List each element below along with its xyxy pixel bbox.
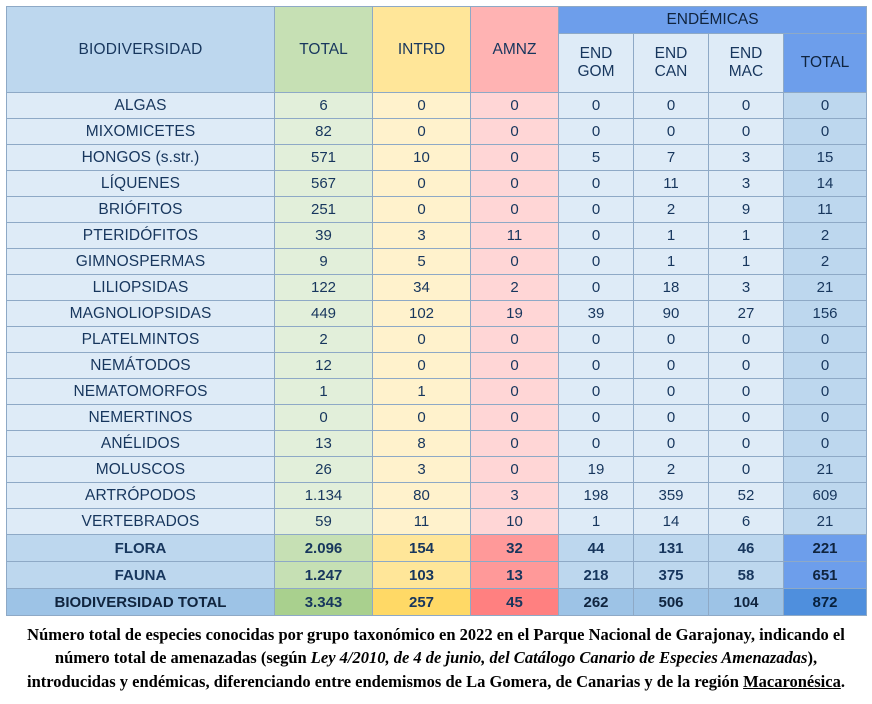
- cell-amnz: 0: [471, 197, 559, 223]
- summary-intrd: 103: [373, 562, 471, 589]
- cell-total: 26: [275, 457, 373, 483]
- summary-end-total: 221: [784, 535, 867, 562]
- cell-intrd: 1: [373, 379, 471, 405]
- summary-end-mac: 58: [709, 562, 784, 589]
- row-label: ARTRÓPODOS: [7, 483, 275, 509]
- header-endemicas-group: ENDÉMICAS: [559, 7, 867, 34]
- cell-end-can: 7: [634, 145, 709, 171]
- cell-end-total: 156: [784, 301, 867, 327]
- summary-total: 2.096: [275, 535, 373, 562]
- header-end-can-line2: CAN: [654, 63, 688, 80]
- cell-intrd: 102: [373, 301, 471, 327]
- table-row: [7, 249, 867, 275]
- cell-intrd: 3: [373, 457, 471, 483]
- header-end-total: TOTAL: [784, 34, 867, 93]
- cell-intrd: 5: [373, 249, 471, 275]
- header-biodiversidad: BIODIVERSIDAD: [7, 7, 275, 93]
- cell-end-gom: 0: [559, 197, 634, 223]
- row-label: ANÉLIDOS: [7, 431, 275, 457]
- row-label: NEMERTINOS: [7, 405, 275, 431]
- cell-end-gom: 0: [559, 275, 634, 301]
- cell-end-gom: 0: [559, 431, 634, 457]
- cell-intrd: 0: [373, 353, 471, 379]
- cell-total: 59: [275, 509, 373, 535]
- cell-end-gom: 0: [559, 379, 634, 405]
- cell-intrd: 0: [373, 405, 471, 431]
- cell-end-total: 0: [784, 431, 867, 457]
- row-label: BRIÓFITOS: [7, 197, 275, 223]
- cell-end-total: 609: [784, 483, 867, 509]
- table-row: [7, 119, 867, 145]
- row-label: MAGNOLIOPSIDAS: [7, 301, 275, 327]
- caption-part3: .: [840, 671, 845, 691]
- table-row: [7, 509, 867, 535]
- row-label: ALGAS: [7, 93, 275, 119]
- cell-intrd: 11: [373, 509, 471, 535]
- caption-part2: ), introducidas y endémicas, diferenciando entre endemismos de La Gomera, de Canarias y de la región: [27, 648, 818, 691]
- cell-intrd: 0: [373, 119, 471, 145]
- cell-end-total: 21: [784, 509, 867, 535]
- cell-amnz: 0: [471, 93, 559, 119]
- cell-end-can: 11: [634, 171, 709, 197]
- row-label: NEMATOMORFOS: [7, 379, 275, 405]
- cell-intrd: 0: [373, 93, 471, 119]
- header-end-can: [634, 34, 709, 93]
- table-body: [7, 93, 867, 616]
- cell-end-total: 0: [784, 93, 867, 119]
- cell-end-mac: 0: [709, 431, 784, 457]
- cell-amnz: 0: [471, 405, 559, 431]
- row-label: PLATELMINTOS: [7, 327, 275, 353]
- header-end-can-line1: END: [654, 45, 688, 63]
- cell-total: 1: [275, 379, 373, 405]
- cell-total: 0: [275, 405, 373, 431]
- row-label: VERTEBRADOS: [7, 509, 275, 535]
- cell-end-gom: 0: [559, 119, 634, 145]
- cell-amnz: 0: [471, 327, 559, 353]
- cell-total: 571: [275, 145, 373, 171]
- cell-amnz: 0: [471, 457, 559, 483]
- cell-total: 1.134: [275, 483, 373, 509]
- cell-intrd: 3: [373, 223, 471, 249]
- cell-amnz: 11: [471, 223, 559, 249]
- summary-total: 1.247: [275, 562, 373, 589]
- table-caption: [13, 623, 859, 693]
- header-end-mac-line2: MAC: [728, 63, 764, 80]
- table-row: [7, 327, 867, 353]
- table-row: [7, 197, 867, 223]
- grand-total-end-gom: 262: [559, 589, 634, 616]
- cell-end-gom: 0: [559, 353, 634, 379]
- row-label: GIMNOSPERMAS: [7, 249, 275, 275]
- table-row: [7, 353, 867, 379]
- cell-intrd: 0: [373, 197, 471, 223]
- cell-amnz: 2: [471, 275, 559, 301]
- cell-end-gom: 0: [559, 223, 634, 249]
- cell-end-gom: 0: [559, 93, 634, 119]
- cell-end-mac: 0: [709, 405, 784, 431]
- row-label: LILIOPSIDAS: [7, 275, 275, 301]
- summary-row-flora: [7, 535, 867, 562]
- cell-end-total: 21: [784, 457, 867, 483]
- cell-end-can: 0: [634, 93, 709, 119]
- header-end-gom: [559, 34, 634, 93]
- cell-amnz: 0: [471, 431, 559, 457]
- cell-end-total: 2: [784, 223, 867, 249]
- summary-intrd: 154: [373, 535, 471, 562]
- cell-end-mac: 0: [709, 457, 784, 483]
- header-end-gom-line1: END: [579, 45, 613, 63]
- cell-total: 12: [275, 353, 373, 379]
- summary-end-can: 375: [634, 562, 709, 589]
- cell-end-gom: 5: [559, 145, 634, 171]
- row-label: MIXOMICETES: [7, 119, 275, 145]
- cell-end-total: 0: [784, 327, 867, 353]
- caption-part1: Número total de especies conocidas por grupo taxonómico en 2022 en el Parque Nacional de Garajonay, indicando el número total de amenazadas (según: [27, 625, 845, 668]
- cell-end-total: 15: [784, 145, 867, 171]
- header-total: TOTAL: [275, 7, 373, 93]
- summary-label: FAUNA: [7, 562, 275, 589]
- cell-total: 6: [275, 93, 373, 119]
- cell-end-mac: 3: [709, 171, 784, 197]
- table-row: [7, 171, 867, 197]
- cell-total: 39: [275, 223, 373, 249]
- table-row: [7, 275, 867, 301]
- cell-end-mac: 3: [709, 145, 784, 171]
- cell-intrd: 0: [373, 327, 471, 353]
- cell-total: 251: [275, 197, 373, 223]
- cell-end-can: 2: [634, 457, 709, 483]
- cell-total: 9: [275, 249, 373, 275]
- row-label: [7, 145, 275, 171]
- cell-amnz: 0: [471, 353, 559, 379]
- cell-end-total: 0: [784, 379, 867, 405]
- cell-amnz: 0: [471, 379, 559, 405]
- summary-end-gom: 218: [559, 562, 634, 589]
- cell-end-can: 0: [634, 405, 709, 431]
- summary-label: FLORA: [7, 535, 275, 562]
- grand-total-end-total: 872: [784, 589, 867, 616]
- cell-amnz: 0: [471, 171, 559, 197]
- cell-end-can: 0: [634, 119, 709, 145]
- cell-total: 82: [275, 119, 373, 145]
- header-end-gom-line2: GOM: [577, 63, 615, 80]
- cell-end-mac: 9: [709, 197, 784, 223]
- cell-end-mac: 0: [709, 379, 784, 405]
- cell-end-gom: 0: [559, 405, 634, 431]
- cell-end-mac: 0: [709, 93, 784, 119]
- cell-amnz: 0: [471, 145, 559, 171]
- cell-intrd: 8: [373, 431, 471, 457]
- caption-law-reference: Ley 4/2010, de 4 de junio, del Catálogo Canario de Especies Amenazadas: [310, 648, 808, 668]
- table-row: [7, 431, 867, 457]
- cell-amnz: 19: [471, 301, 559, 327]
- cell-end-total: 0: [784, 119, 867, 145]
- summary-end-can: 131: [634, 535, 709, 562]
- cell-end-can: 0: [634, 379, 709, 405]
- cell-end-mac: 1: [709, 249, 784, 275]
- cell-amnz: 3: [471, 483, 559, 509]
- table-header: [7, 7, 867, 93]
- cell-end-can: 14: [634, 509, 709, 535]
- summary-row-fauna: [7, 562, 867, 589]
- row-label: LÍQUENES: [7, 171, 275, 197]
- header-end-mac: [709, 34, 784, 93]
- grand-total-label: BIODIVERSIDAD TOTAL: [7, 589, 275, 616]
- cell-end-total: 11: [784, 197, 867, 223]
- cell-end-can: 0: [634, 327, 709, 353]
- cell-total: 567: [275, 171, 373, 197]
- table-row: [7, 145, 867, 171]
- cell-end-can: 1: [634, 223, 709, 249]
- cell-end-can: 0: [634, 353, 709, 379]
- header-row-top: [7, 7, 867, 34]
- header-end-mac-line1: END: [729, 45, 763, 63]
- cell-amnz: 0: [471, 119, 559, 145]
- header-intrd: INTRD: [373, 7, 471, 93]
- cell-end-mac: 0: [709, 353, 784, 379]
- table-row: [7, 379, 867, 405]
- cell-end-gom: 1: [559, 509, 634, 535]
- cell-end-gom: 198: [559, 483, 634, 509]
- cell-end-total: 0: [784, 405, 867, 431]
- grand-total-total: 3.343: [275, 589, 373, 616]
- summary-end-gom: 44: [559, 535, 634, 562]
- table-row: [7, 483, 867, 509]
- summary-end-mac: 46: [709, 535, 784, 562]
- cell-total: 2: [275, 327, 373, 353]
- cell-end-total: 0: [784, 353, 867, 379]
- cell-end-mac: 0: [709, 119, 784, 145]
- cell-end-can: 1: [634, 249, 709, 275]
- cell-end-mac: 1: [709, 223, 784, 249]
- cell-end-total: 2: [784, 249, 867, 275]
- cell-end-mac: 0: [709, 327, 784, 353]
- table-row: [7, 405, 867, 431]
- cell-end-gom: 0: [559, 171, 634, 197]
- row-label-text: HONGOS (s.str.): [81, 148, 200, 166]
- table-row: [7, 223, 867, 249]
- cell-end-can: 18: [634, 275, 709, 301]
- cell-end-total: 14: [784, 171, 867, 197]
- grand-total-intrd: 257: [373, 589, 471, 616]
- grand-total-row: [7, 589, 867, 616]
- summary-amnz: 32: [471, 535, 559, 562]
- cell-end-can: 90: [634, 301, 709, 327]
- cell-end-can: 0: [634, 431, 709, 457]
- cell-total: 449: [275, 301, 373, 327]
- cell-amnz: 10: [471, 509, 559, 535]
- cell-amnz: 0: [471, 249, 559, 275]
- grand-total-amnz: 45: [471, 589, 559, 616]
- cell-end-gom: 0: [559, 327, 634, 353]
- table-row: [7, 93, 867, 119]
- cell-end-mac: 3: [709, 275, 784, 301]
- cell-end-gom: 0: [559, 249, 634, 275]
- cell-intrd: 80: [373, 483, 471, 509]
- cell-end-gom: 39: [559, 301, 634, 327]
- cell-intrd: 34: [373, 275, 471, 301]
- cell-intrd: 0: [373, 171, 471, 197]
- cell-total: 13: [275, 431, 373, 457]
- cell-end-mac: 27: [709, 301, 784, 327]
- summary-end-total: 651: [784, 562, 867, 589]
- summary-amnz: 13: [471, 562, 559, 589]
- cell-end-can: 359: [634, 483, 709, 509]
- cell-total: 122: [275, 275, 373, 301]
- cell-end-gom: 19: [559, 457, 634, 483]
- grand-total-end-can: 506: [634, 589, 709, 616]
- table-row: [7, 457, 867, 483]
- row-label: NEMÁTODOS: [7, 353, 275, 379]
- cell-end-mac: 6: [709, 509, 784, 535]
- cell-end-mac: 52: [709, 483, 784, 509]
- cell-end-can: 2: [634, 197, 709, 223]
- table-row: [7, 301, 867, 327]
- row-label: PTERIDÓFITOS: [7, 223, 275, 249]
- grand-total-end-mac: 104: [709, 589, 784, 616]
- biodiversity-table: [6, 6, 867, 616]
- header-amnz: AMNZ: [471, 7, 559, 93]
- caption-region: Macaronésica: [743, 671, 841, 691]
- cell-end-total: 21: [784, 275, 867, 301]
- cell-intrd: 10: [373, 145, 471, 171]
- row-label: MOLUSCOS: [7, 457, 275, 483]
